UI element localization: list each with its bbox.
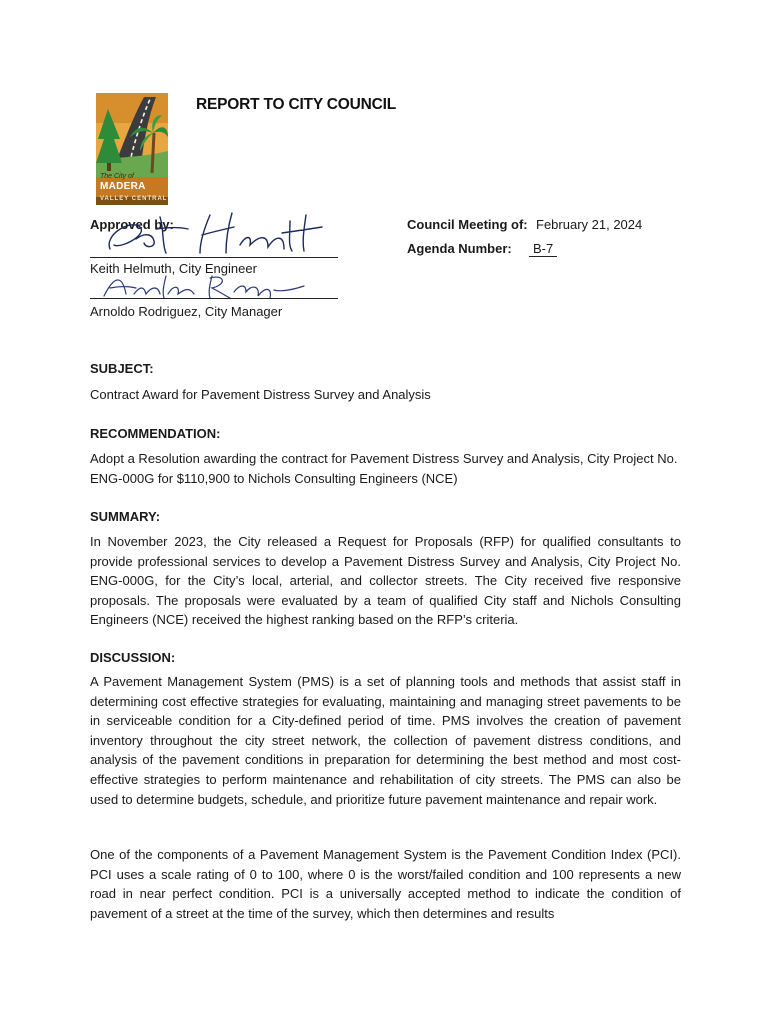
report-title: REPORT TO CITY COUNCIL bbox=[196, 96, 396, 113]
signer-city-manager: Arnoldo Rodriguez, City Manager bbox=[90, 304, 283, 319]
council-meeting-label: Council Meeting of: bbox=[407, 217, 528, 232]
subject-text: Contract Award for Pavement Distress Survey and Analysis bbox=[90, 387, 431, 402]
signature-keith-helmuth bbox=[100, 205, 330, 257]
logo-text-line3: VALLEY CENTRAL bbox=[100, 196, 168, 202]
agenda-number-label: Agenda Number: bbox=[407, 241, 512, 256]
discussion-paragraph-1: A Pavement Management System (PMS) is a set of planning tools and methods that assist staff in determining cost effective strategies for evaluating, maintaining and managing street pavements to be in serviceable condition for a City-defined period of time. PMS involves the creation of pavement inventory throughout the city street network, the collection of pavement distress conditions, and analysis of the pavement conditions in preparation for determining the best method and most cost-effective strategies to perform maintenance and rehabilitation of city streets. The PMS can also be used to determine budgets, schedule, and prioritize future pavement maintenance and repair work. bbox=[90, 674, 681, 807]
signer-city-engineer: Keith Helmuth, City Engineer bbox=[90, 261, 257, 276]
signature-line-2 bbox=[90, 298, 338, 299]
logo-text-line2: MADERA bbox=[100, 181, 146, 192]
summary-heading: SUMMARY: bbox=[90, 509, 161, 524]
city-of-madera-logo bbox=[96, 93, 168, 205]
summary-text: In November 2023, the City released a Request for Proposals (RFP) for qualified consultants to provide professional services to develop a Pavement Distress Survey and Analysis, City Project No. ENG-000G, for the City’s local, arterial, and collector streets. The City received five responsive proposals. The proposals were evaluated by a team of qualified City staff and Nichols Consulting Engineers (NCE) received the highest ranking based on the RFP’s criteria. bbox=[90, 534, 681, 628]
recommendation-heading: RECOMMENDATION: bbox=[90, 426, 221, 441]
subject-heading: SUBJECT: bbox=[90, 361, 154, 376]
logo-text-line1: The City of bbox=[100, 173, 134, 180]
recommendation-text: Adopt a Resolution awarding the contract for Pavement Distress Survey and Analysis, City Project No. ENG-000G for $110,900 to Nichols Consulting Engineers (NCE) bbox=[90, 451, 678, 486]
agenda-number-value: B-7 bbox=[529, 241, 557, 257]
approved-by-label: Approved by: bbox=[90, 217, 174, 232]
signature-line-1 bbox=[90, 257, 338, 258]
council-meeting-date: February 21, 2024 bbox=[536, 217, 643, 232]
discussion-heading: DISCUSSION: bbox=[90, 650, 176, 665]
discussion-paragraph-2: One of the components of a Pavement Management System is the Pavement Condition Index (PCI). PCI uses a scale rating of 0 to 100, where 0 is the worst/failed condition and 100 represents a new road in near perfect condition. PCI is a universally accepted method to indicate the condition of pavement of a street at the time of the survey, which then determines and results bbox=[90, 847, 681, 921]
